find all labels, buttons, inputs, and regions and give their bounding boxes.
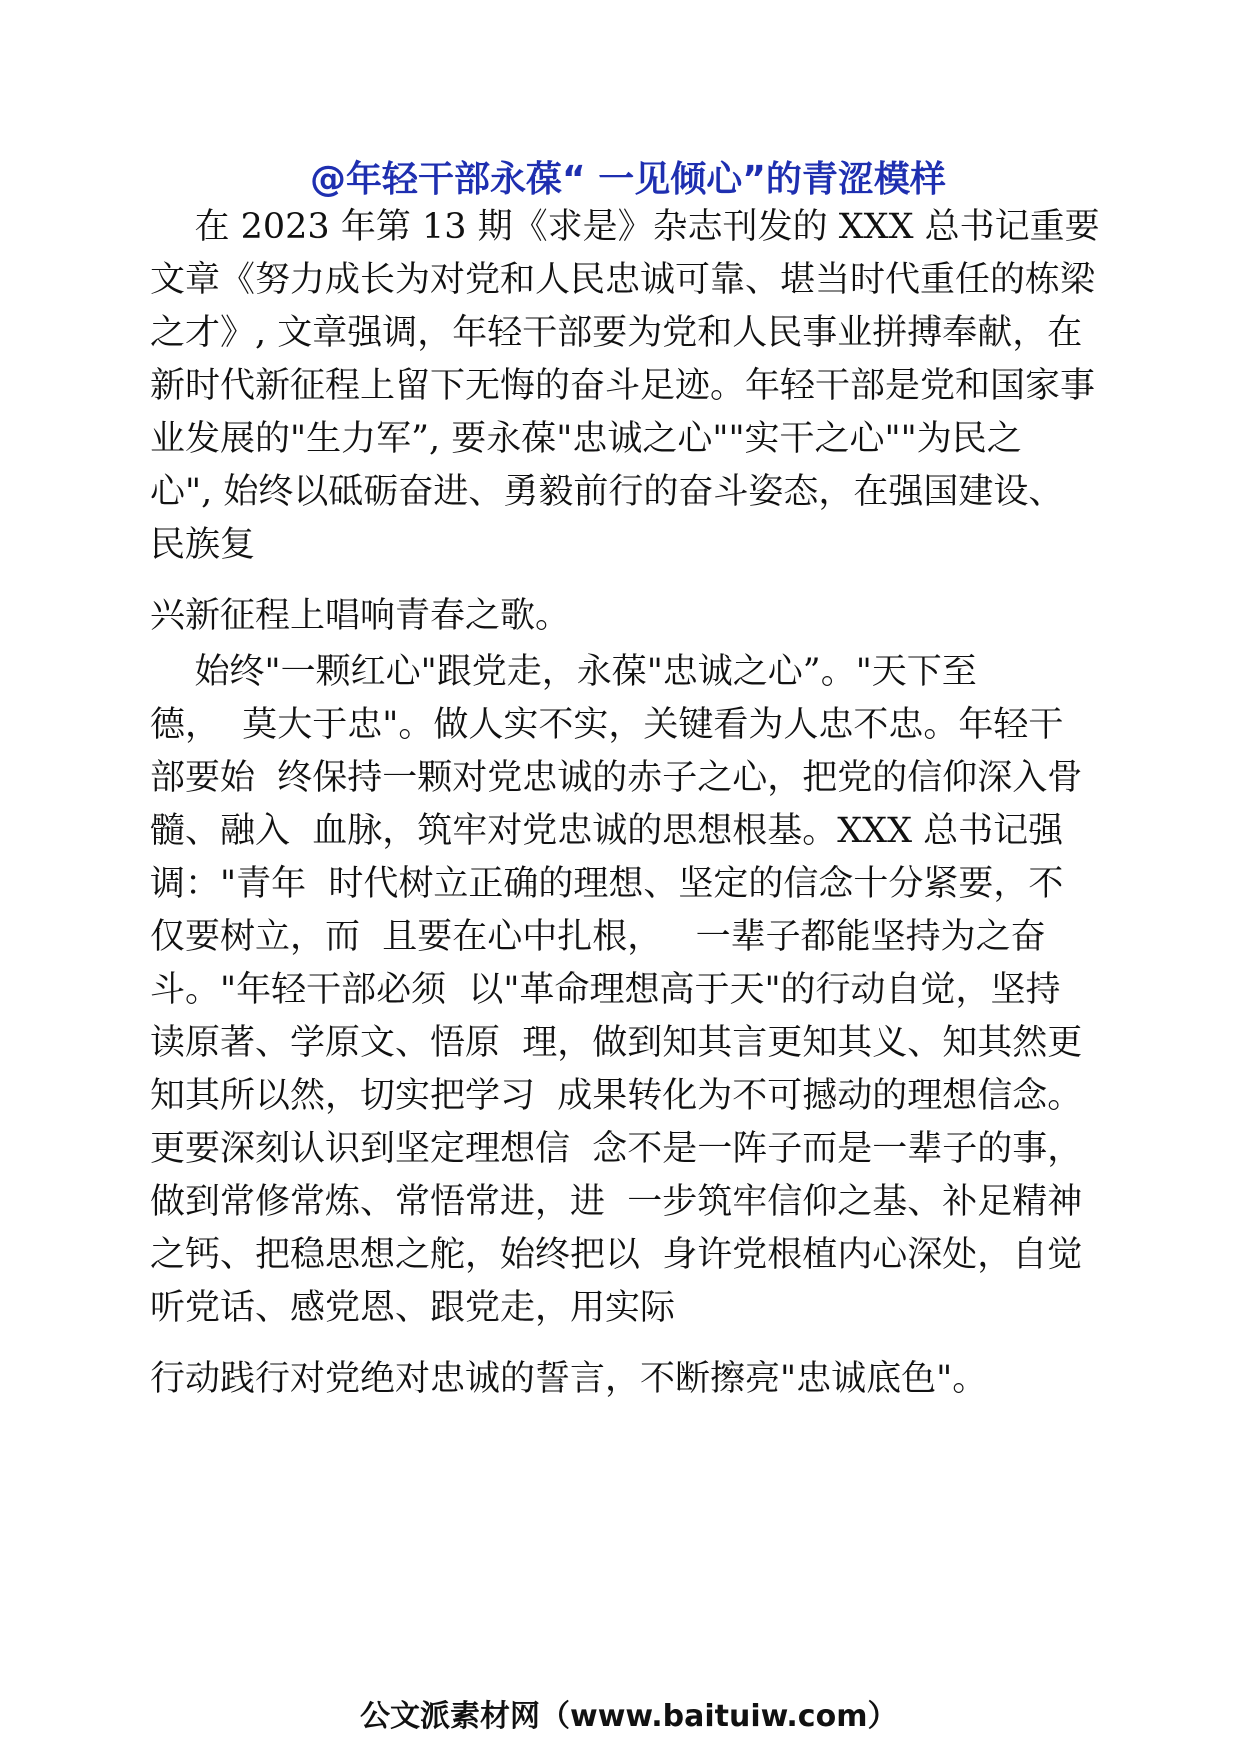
- paragraph-line: 德， 莫大于忠"。做人实不实，关键看为人忠不忠。年轻干: [150, 705, 1064, 745]
- paragraph-line: 行动践行对党绝对忠诚的誓言，不断擦亮"忠诚底色"。: [150, 1359, 988, 1399]
- paragraph-line: 始终"一颗红心"跟党走，永葆"忠诚之心”。"天下至: [150, 652, 977, 692]
- paragraph-line: 之才》, 文章强调，年轻干部要为党和人民事业拼搏奉献，在: [150, 313, 1083, 353]
- paragraph-line: 部要始 终保持一颗对党忠诚的赤子之心，把党的信仰深入骨: [150, 758, 1083, 798]
- footer-source: 公文派素材网（www.baituiw.com）: [360, 1699, 898, 1734]
- document-title: @年轻干部永葆“ 一见倾心”的青涩模样: [310, 159, 946, 200]
- paragraph-line: 文章《努力成长为对党和人民忠诚可靠、堪当时代重任的栋梁: [150, 260, 1096, 300]
- paragraph-line: 业发展的"生力军”, 要永葆"忠诚之心""实干之心""为民之: [150, 419, 1022, 459]
- paragraph-line: 民族复: [150, 525, 256, 565]
- paragraph-line: 做到常修常炼、常悟常进，进 一步筑牢信仰之基、补足精神: [150, 1182, 1083, 1222]
- paragraph-line: 髓、融入 血脉，筑牢对党忠诚的思想根基。XXX 总书记强: [150, 811, 1064, 851]
- paragraph-line: 兴新征程上唱响青春之歌。: [150, 596, 571, 636]
- paragraph-line: 新时代新征程上留下无悔的奋斗足迹。年轻干部是党和国家事: [150, 366, 1096, 406]
- paragraph-line: 之钙、把稳思想之舵，始终把以 身许党根植内心深处，自觉: [150, 1235, 1083, 1275]
- paragraph-line: 仅要树立，而 且要在心中扎根， 一辈子都能坚持为之奋: [150, 917, 1046, 957]
- paragraph-line: 在 2023 年第 13 期《求是》杂志刊发的 XXX 总书记重要: [150, 207, 1100, 247]
- paragraph-line: 调："青年 时代树立正确的理想、坚定的信念十分紧要，不: [150, 864, 1064, 904]
- paragraph-line: 读原著、学原文、悟原 理，做到知其言更知其义、知其然更: [150, 1023, 1083, 1063]
- paragraph-line: 斗。"年轻干部必须 以"革命理想高于天"的行动自觉，坚持: [150, 970, 1061, 1010]
- paragraph-line: 更要深刻认识到坚定理想信 念不是一阵子而是一辈子的事，: [150, 1129, 1083, 1169]
- paragraph-line: 听党话、感党恩、跟党走，用实际: [150, 1288, 676, 1328]
- paragraph-line: 心", 始终以砥砺奋进、勇毅前行的奋斗姿态，在强国建设、: [150, 472, 1064, 512]
- paragraph-line: 知其所以然，切实把学习 成果转化为不可撼动的理想信念。: [150, 1076, 1083, 1116]
